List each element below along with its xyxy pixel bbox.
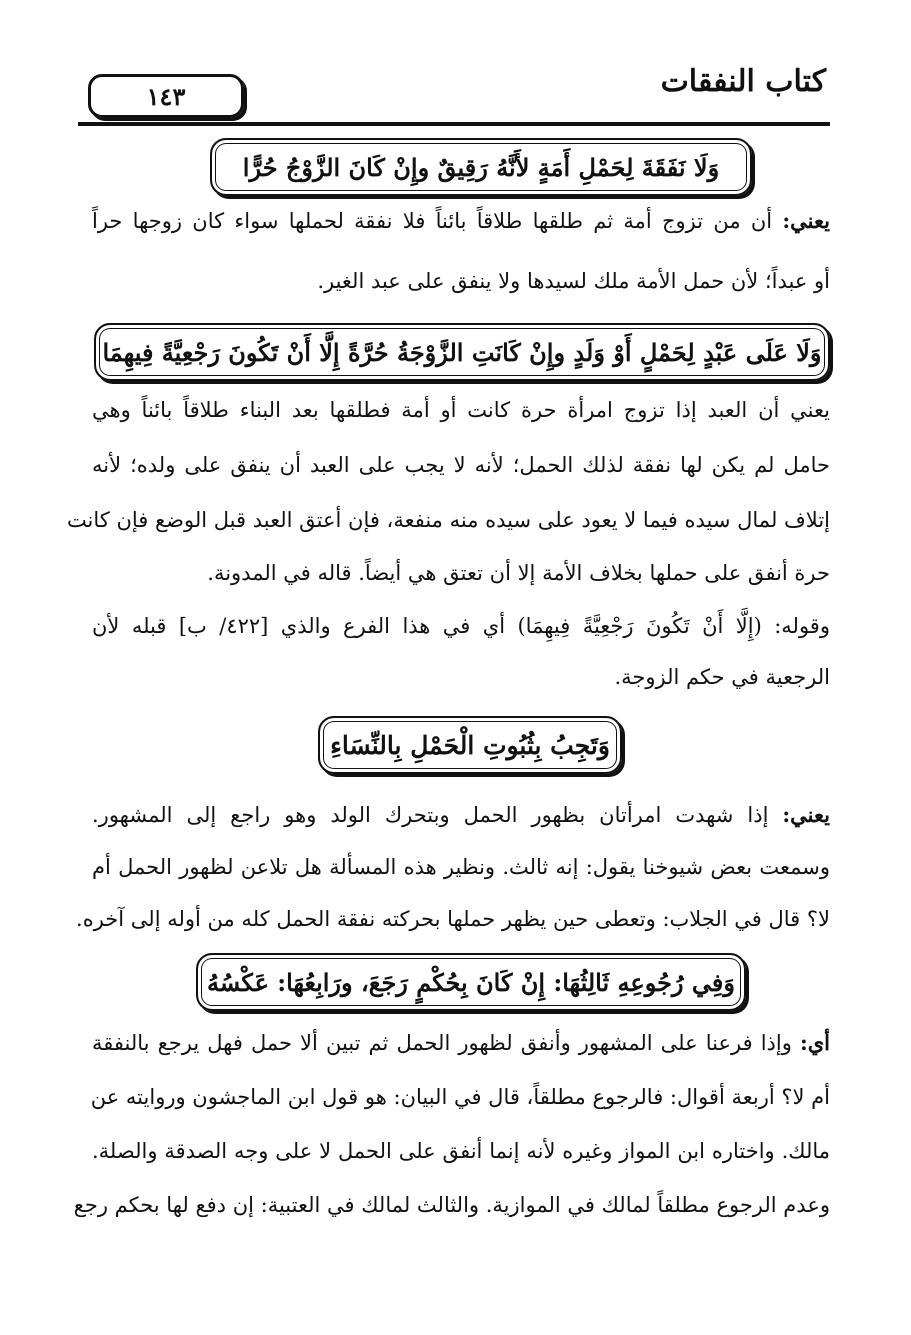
line-text: إذا شهدت امرأتان بظهور الحمل وبتحرك الولد وهو راجع إلى المشهور. [92,803,769,827]
paragraph-line: إتلاف لمال سيده فيما لا يعود على سيده منه منفعة، فإن أعتق العبد قبل الوضع فإن كانت [66,508,830,532]
lead-word: أي: [799,1030,830,1055]
paragraph-line [92,206,830,236]
paragraph-line: وقوله: (إِلَّا أَنْ تَكُونَ رَجْعِيَّةً فِيهِمَا) أي في هذا الفرع والذي [٤٢٢/ ب] قبله لأن [92,614,830,638]
matn-box-2: وَلَا عَلَى عَبْدٍ لِحَمْلٍ أَوْ وَلَدٍ وإِنْ كَانَتِ الزَّوْجَةُ حُرَّةً إِلَّا أَنْ تَكُونَ رَجْعِيَّةً فِيهِمَا [94,323,830,381]
page-number: ١٤٣ [88,74,244,118]
paragraph-line: يعني أن العبد إذا تزوج امرأة حرة كانت أو أمة فطلقها بعد البناء طلاقاً بائناً وهي [92,398,830,422]
matn-box-3: وَتَجِبُ بِثُبُوتِ الْحَمْلِ بِالنِّسَاءِ [318,716,622,774]
line-text: وإذا فرعنا على المشهور وأنفق لظهور الحمل ثم تبين ألا حمل فهل يرجع بالنفقة [92,1031,792,1055]
paragraph-line: مالك. واختاره ابن المواز وغيره لأنه إنما أنفق على الحمل لا على وجه الصدقة والصلة. [92,1139,830,1163]
paragraph-line: حرة أنفق على حملها بخلاف الأمة إلا أن تعتق هي أيضاً. قاله في المدونة. [207,561,830,585]
paragraph-line: أو عبداً؛ لأن حمل الأمة ملك لسيدها ولا ينفق على عبد الغير. [317,269,830,293]
paragraph-line: وعدم الرجوع مطلقاً لمالك في الموازية. والثالث لمالك في العتبية: إن دفع لها بحكم رجع [73,1193,830,1217]
running-title: كتاب النفقات [660,64,826,99]
matn-box-4: وَفِي رُجُوعِهِ ثَالِثُهَا: إِنْ كَانَ بِحُكْمٍ رَجَعَ، ورَابِعُهَا: عَكْسُهُ [196,953,746,1011]
paragraph-line: وسمعت بعض شيوخنا يقول: إنه ثالث. ونظير هذه المسألة هل تلاعن لظهور الحمل أم [92,855,830,879]
header-rule [78,122,830,126]
paragraph-line: الرجعية في حكم الزوجة. [614,665,830,689]
line-text: أن من تزوج أمة ثم طلقها طلاقاً بائناً فلا نفقة لحملها سواء كان زوجها حراً [92,209,773,233]
paragraph-line [92,1028,830,1058]
paragraph-line: أم لا؟ أربعة أقوال: فالرجوع مطلقاً، قال في البيان: هو قول ابن الماجشون وروايته عن [90,1085,830,1109]
lead-word: يعني: [782,208,830,233]
lead-word: يعني: [782,802,830,827]
paragraph-line [92,800,830,830]
matn-box-1: وَلَا نَفَقَةَ لِحَمْلِ أَمَةٍ لأَنَّهُ رَقِيقٌ وإِنْ كَانَ الزَّوْجُ حُرًّا [210,138,752,196]
page-header [78,60,830,126]
paragraph-line: حامل لم يكن لها نفقة لذلك الحمل؛ لأنه لا يجب على العبد أن ينفق على ولده؛ لأنه [92,453,830,477]
paragraph-line: لا؟ قال في الجلاب: وتعطى حين يظهر حملها بحركته نفقة الحمل كله من أوله إلى آخره. [76,907,830,931]
